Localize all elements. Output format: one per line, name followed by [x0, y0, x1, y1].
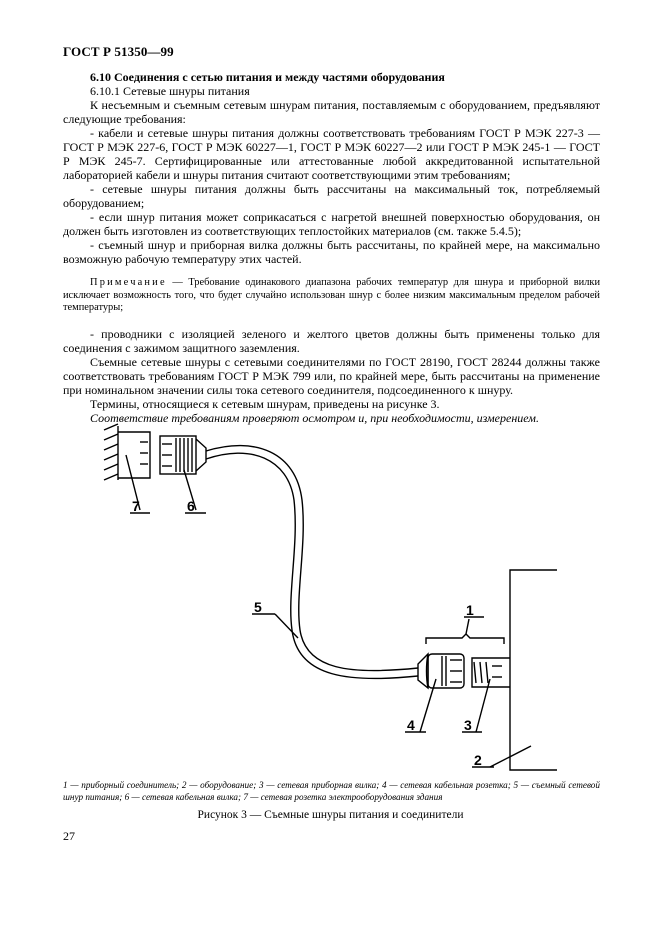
figure-label-4: 4	[407, 717, 415, 733]
paragraph-terms: Термины, относящиеся к сетевым шнурам, приведены на рисунке 3.	[90, 396, 440, 411]
appliance-inlet	[472, 658, 510, 687]
figure-legend: 1 — приборный соединитель; 2 — оборудование; 3 — сетевая приборная вилка; 4 — сетевая кабельная розетка; 5 — съемный сетевой шнур питания; 6 — сетевая кабельная вилка; 7 — сетевая розетка электрооборудования здания	[63, 780, 600, 802]
figure-label-7: 7	[132, 498, 140, 514]
document-header: ГОСТ Р 51350—99	[63, 44, 174, 59]
subsection-heading: 6.10.1 Сетевые шнуры питания	[90, 84, 250, 98]
figure-caption: Рисунок 3 — Съемные шнуры питания и соединители	[197, 809, 464, 821]
note-text: — Требование одинакового диапазона рабочих температур для шнура и приборной вилки исключает возможность того, что будет случайно использован шнур с более низким максимальным пределом рабочей температуры;	[63, 277, 600, 313]
figure-label-3: 3	[464, 717, 472, 733]
section-number: 6.10	[90, 70, 111, 84]
appliance-coupler-bracket	[426, 634, 504, 644]
figure-label-1: 1	[466, 602, 474, 618]
note-label: Примечание	[90, 277, 167, 288]
requirement-item-1: - кабели и сетевые шнуры питания должны соответствовать требованиям ГОСТ Р МЭК 227-3 — ГОСТ Р МЭК 227-6, ГОСТ Р МЭК 60227—1, ГОСТ Р МЭК 60227—2 или ГОСТ Р МЭК 245-1 — ГОСТ Р МЭК 245-7. Сертифицированные или аттестованные любой аккредитованной испытательной лабораторией кабели и шнуры питания считают соответствующими этим требованиям;	[63, 126, 600, 182]
detachable-power-cord	[206, 446, 418, 679]
equipment-enclosure	[510, 570, 557, 770]
figure-label-2: 2	[474, 752, 482, 768]
figure-label-5: 5	[254, 599, 262, 615]
cable-plug	[160, 436, 206, 474]
page-number: 27	[63, 829, 75, 843]
section-title: Соединения с сетью питания и между частями оборудования	[114, 70, 445, 84]
figure-label-6: 6	[187, 498, 195, 514]
requirement-item-2: - сетевые шнуры питания должны быть рассчитаны на максимальный ток, потребляемый оборудованием;	[63, 182, 600, 210]
paragraph-check: Соответствие требованиям проверяют осмотром и, при необходимости, измерением.	[90, 410, 539, 425]
cable-socket	[418, 654, 464, 688]
building-wall-outlet	[104, 424, 150, 480]
paragraph-detachable: Съемные сетевые шнуры с сетевыми соединителями по ГОСТ 28190, ГОСТ 28244 должны также соответствовать требованиям ГОСТ Р МЭК 799 или, по крайней мере, быть рассчитаны на применение при номинальном значении силы тока сетевого соединителя, подсоединенного к шнуру.	[63, 354, 600, 397]
intro-paragraph: К несъемным и съемным сетевым шнурам питания, поставляемым с оборудованием, предъявляют следующие требования:	[63, 98, 600, 126]
requirement-item-4: - съемный шнур и приборная вилка должны быть рассчитаны, по крайней мере, на максимально возможную рабочую температуру этих частей.	[63, 238, 600, 266]
requirement-item-5: - проводники с изоляцией зеленого и желтого цветов должны быть применены только для соединения с зажимом защитного заземления.	[63, 326, 600, 355]
requirement-item-3: - если шнур питания может соприкасаться с нагретой внешней поверхностью оборудования, он должен быть изготовлен из соответствующих теплостойких материалов (см. также 5.4.5);	[63, 210, 600, 238]
